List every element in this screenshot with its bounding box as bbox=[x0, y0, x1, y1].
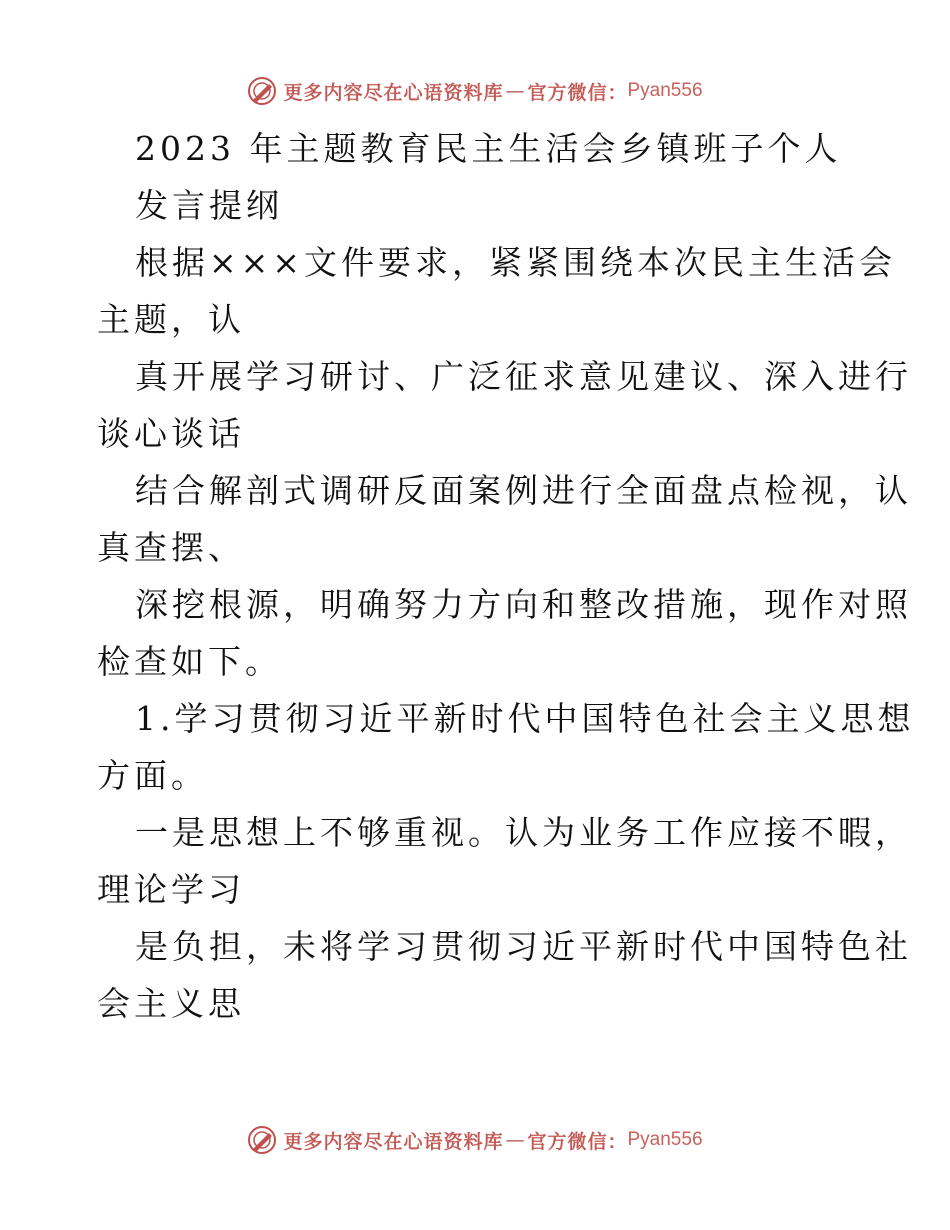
watermark-separator: — bbox=[505, 80, 526, 102]
paragraph-line: 会主义思 bbox=[97, 984, 245, 1023]
paragraph-line: 根据×××文件要求，紧紧围绕本次民主生活会 bbox=[135, 243, 896, 282]
title-line-1: 2023 年主题教育民主生活会乡镇班子个人 bbox=[135, 129, 842, 168]
document-body bbox=[97, 120, 915, 1032]
paragraph-line: 谈心谈话 bbox=[97, 414, 245, 453]
header-watermark bbox=[0, 71, 950, 111]
pen-logo-icon bbox=[247, 1125, 277, 1155]
paragraph-line: 真查摆、 bbox=[97, 528, 245, 567]
watermark-text: 更多内容尽在心语资料库 bbox=[283, 1130, 504, 1153]
paragraph-line: 检查如下。 bbox=[97, 642, 282, 681]
title-line-2: 发言提纲 bbox=[135, 186, 283, 225]
section-heading-line: 方面。 bbox=[97, 756, 208, 795]
paragraph-line: 真开展学习研讨、广泛征求意见建议、深入进行 bbox=[135, 357, 912, 396]
watermark-wechat-label: 官方微信： bbox=[527, 81, 628, 104]
watermark-wechat-id: Pyan556 bbox=[627, 80, 703, 101]
paragraph-line: 是负担，未将学习贯彻习近平新时代中国特色社 bbox=[135, 927, 912, 966]
section-heading-line: 1.学习贯彻习近平新时代中国特色社会主义思想 bbox=[135, 699, 915, 738]
pen-logo-icon bbox=[247, 76, 277, 106]
paragraph-line: 一是思想上不够重视。认为业务工作应接不暇， bbox=[135, 813, 912, 852]
watermark-wechat-label: 官方微信： bbox=[527, 1130, 628, 1153]
paragraph-line: 结合解剖式调研反面案例进行全面盘点检视，认 bbox=[135, 471, 912, 510]
watermark-wechat-id: Pyan556 bbox=[627, 1129, 703, 1150]
paragraph-line: 主题，认 bbox=[97, 300, 245, 339]
footer-watermark bbox=[0, 1120, 950, 1160]
paragraph-line: 深挖根源，明确努力方向和整改措施，现作对照 bbox=[135, 585, 912, 624]
watermark-separator: — bbox=[505, 1129, 526, 1151]
watermark-text: 更多内容尽在心语资料库 bbox=[283, 81, 504, 104]
paragraph-line: 理论学习 bbox=[97, 870, 245, 909]
